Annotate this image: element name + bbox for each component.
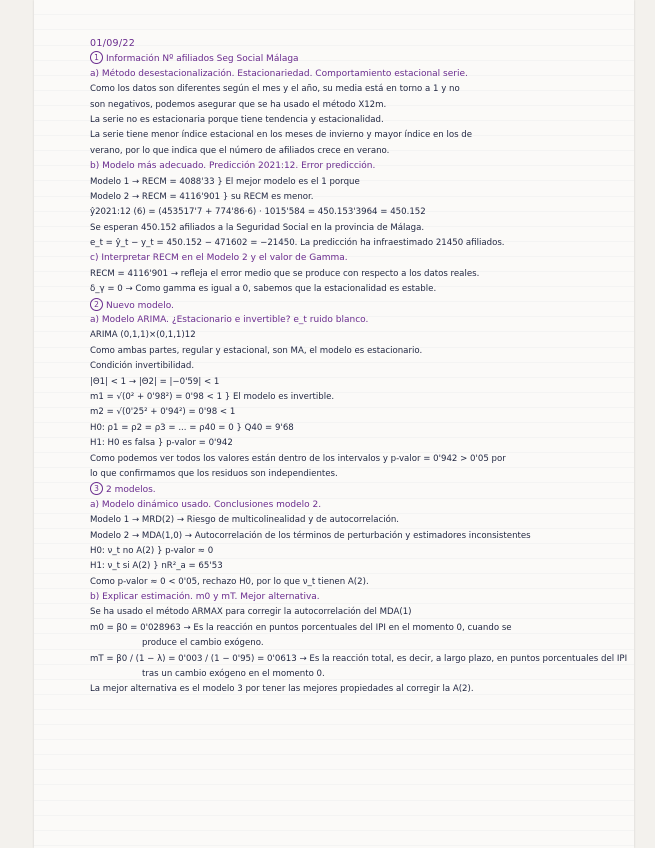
- s3-a-line-5: Como p-valor ≈ 0 < 0'05, rechazo H0, por lo que ν_t tienen A(2).: [90, 576, 369, 587]
- s3-a-line-2: Modelo 2 → MDA(1,0) → Autocorrelación de los términos de perturbación y estimadores inconsistentes: [90, 530, 531, 541]
- s3-b-line-1: Se ha usado el método ARMAX para corregir la autocorrelación del MDA(1): [90, 607, 412, 618]
- s2-a-line-6: m2 = √(0'25² + 0'94²) = 0'98 < 1: [90, 407, 236, 418]
- section-number-3: 3: [90, 482, 103, 495]
- notebook-page: [34, 0, 634, 848]
- s1-b-heading: b) Modelo más adecuado. Predicción 2021:12. Error predicción.: [90, 161, 376, 172]
- section-number-1: 1: [90, 51, 103, 64]
- s2-a-line-10: lo que confirmamos que los residuos son independientes.: [90, 468, 338, 479]
- s2-a-line-7: H0: ρ1 = ρ2 = ρ3 = ... = ρ40 = 0 } Q40 = 9'68: [90, 422, 294, 433]
- s3-b-line-3: produce el cambio exógeno.: [142, 638, 264, 649]
- s3-a-line-1: Modelo 1 → MRD(2) → Riesgo de multicolinealidad y de autocorrelación.: [90, 515, 400, 526]
- section-3-title: [90, 482, 638, 497]
- section-1-title-text: Información Nº afiliados Seg Social Málaga: [106, 54, 299, 65]
- s2-a-line-5: m1 = √(0² + 0'98²) = 0'98 < 1 } El modelo es invertible.: [90, 391, 335, 402]
- s1-a-line-2: son negativos, podemos asegurar que se ha usado el método X12m.: [90, 99, 387, 110]
- section-2-title-text: Nuevo modelo.: [106, 300, 174, 311]
- s3-b-line-4: mT = β0 / (1 − λ) = 0'003 / (1 − 0'95) = 0'0613 → Es la reacción total, es decir, a largo plazo, en puntos porcentuales del IPI: [90, 653, 628, 664]
- s1-c-line-2: δ_γ = 0 → Como gamma es igual a 0, sabemos que la estacionalidad es estable.: [90, 284, 437, 295]
- section-number-2: 2: [90, 298, 103, 311]
- s1-b-line-2: Modelo 2 → RECM = 4116'901 } su RECM es menor.: [90, 191, 314, 202]
- s2-a-line-9: Como podemos ver todos los valores están dentro de los intervalos y p-valor = 0'942 > 0'05 por: [90, 453, 506, 464]
- s2-a-line-2: Como ambas partes, regular y estacional, son MA, el modelo es estacionario.: [90, 345, 423, 356]
- s2-a-line-3: Condición invertibilidad.: [90, 361, 195, 372]
- s3-a-line-3: H0: ν_t no A(2) } p-valor ≈ 0: [90, 545, 214, 556]
- s2-a-heading: a) Modelo ARIMA. ¿Estacionario e invertible? e_t ruido blanco.: [90, 315, 369, 326]
- s3-b-heading: b) Explicar estimación. m0 y mT. Mejor alternativa.: [90, 592, 320, 603]
- s2-a-line-1: ARIMA (0,1,1)×(0,1,1)12: [90, 330, 196, 341]
- handwritten-notes: [90, 36, 638, 698]
- s1-b-line-3: ŷ2021:12 (6) = (453517'7 + 774'86·6) · 1015'584 = 450.153'3964 = 450.152: [90, 207, 426, 218]
- s1-c-heading: c) Interpretar RECM en el Modelo 2 y el valor de Gamma.: [90, 253, 348, 264]
- s1-b-line-1: Modelo 1 → RECM = 4088'33 } El mejor modelo es el 1 porque: [90, 176, 360, 187]
- s1-c-line-1: RECM = 4116'901 → refleja el error medio que se produce con respecto a los datos reales.: [90, 268, 480, 279]
- s1-a-heading: a) Método desestacionalización. Estacionariedad. Comportamiento estacional serie.: [90, 68, 468, 79]
- s3-a-heading: a) Modelo dinámico usado. Conclusiones modelo 2.: [90, 499, 322, 510]
- section-1-title: [90, 51, 638, 66]
- note-date: 01/09/22: [90, 38, 136, 49]
- s1-b-line-5: e_t = ŷ_t − y_t = 450.152 − 471602 = −21450. La predicción ha infraestimado 21450 afiliados.: [90, 238, 505, 249]
- s1-a-line-4: La serie tiene menor índice estacional en los meses de invierno y mayor índice en los de: [90, 130, 473, 141]
- s2-a-line-4: |Θ1| < 1 → |Θ2| = |−0'59| < 1: [90, 376, 220, 387]
- s2-a-line-8: H1: H0 es falsa } p-valor = 0'942: [90, 438, 233, 449]
- s1-a-line-3: La serie no es estacionaria porque tiene tendencia y estacionalidad.: [90, 114, 384, 125]
- s1-a-line-1: Como los datos son diferentes según el mes y el año, su media está en torno a 1 y no: [90, 84, 460, 95]
- s3-b-line-5: tras un cambio exógeno en el momento 0.: [142, 669, 325, 680]
- s1-b-line-4: Se esperan 450.152 afiliados a la Seguridad Social en la provincia de Málaga.: [90, 222, 425, 233]
- s3-a-line-4: H1: ν_t si A(2) } nR²_a = 65'53: [90, 561, 223, 572]
- section-2-title: [90, 298, 638, 313]
- s1-a-line-5: verano, por lo que indica que el número de afiliados crece en verano.: [90, 145, 390, 156]
- s3-b-line-6: La mejor alternativa es el modelo 3 por tener las mejores propiedades al corregir la A(2).: [90, 684, 474, 695]
- section-3-title-text: 2 modelos.: [106, 485, 156, 496]
- s3-b-line-2: m0 = β0 = 0'028963 → Es la reacción en puntos porcentuales del IPI en el momento 0, cuando se: [90, 622, 512, 633]
